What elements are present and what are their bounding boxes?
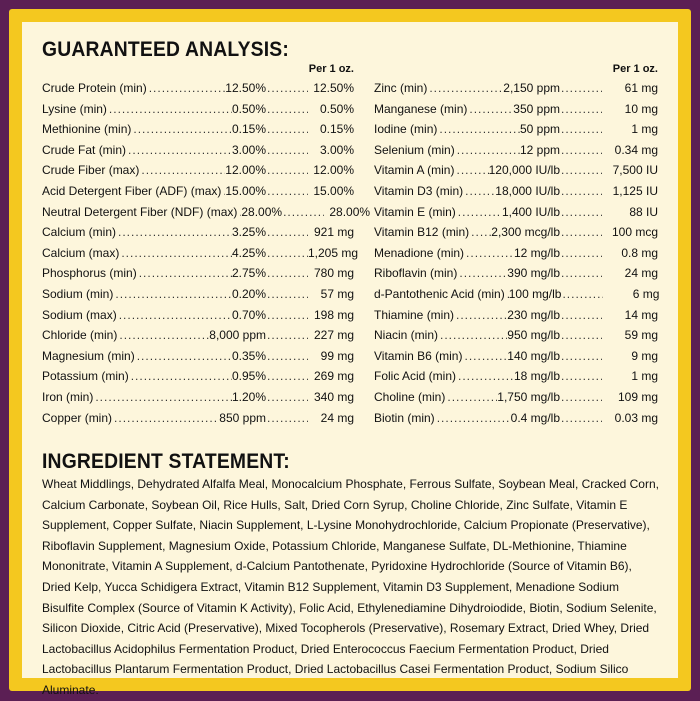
value-concentration: 0.70% bbox=[231, 307, 266, 322]
leader-dots bbox=[469, 222, 491, 243]
value-per-oz: 14 mg bbox=[624, 307, 658, 322]
nutrient-label: Selenium (min) bbox=[374, 142, 455, 157]
leader-dots bbox=[282, 202, 324, 223]
value-per-oz: 0.50% bbox=[319, 101, 354, 116]
leader-dots bbox=[560, 119, 602, 140]
nutrient-label: Phosphorus (min) bbox=[42, 266, 137, 281]
analysis-row bbox=[374, 366, 658, 387]
leader-dots bbox=[560, 408, 602, 429]
analysis-row bbox=[42, 305, 354, 326]
nutrient-label: Crude Protein (min) bbox=[42, 81, 147, 95]
nutrient-label: Vitamin E (min) bbox=[374, 204, 456, 219]
leader-dots bbox=[126, 140, 232, 161]
leader-dots bbox=[560, 263, 602, 284]
leader-dots bbox=[456, 366, 514, 387]
leader-dots bbox=[560, 160, 602, 181]
value-per-oz: 99 mg bbox=[320, 348, 354, 363]
leader-dots bbox=[435, 408, 511, 429]
leader-dots bbox=[266, 366, 308, 387]
leader-dots bbox=[438, 325, 507, 346]
leader-dots bbox=[437, 119, 520, 140]
nutrient-label: Sodium (min) bbox=[42, 286, 114, 301]
value-per-oz: 1,205 mg bbox=[308, 245, 359, 260]
value-per-oz: 0.15% bbox=[319, 122, 354, 137]
value-concentration: 950 mg/lb bbox=[507, 328, 560, 343]
value-concentration: 850 ppm bbox=[219, 410, 266, 425]
value-per-oz: 0.34 mg bbox=[614, 142, 658, 157]
leader-dots bbox=[266, 140, 308, 161]
leader-dots bbox=[454, 160, 488, 181]
value-per-oz: 59 mg bbox=[624, 328, 658, 343]
leader-dots bbox=[117, 305, 232, 326]
analysis-row bbox=[42, 387, 354, 408]
value-concentration: 12.00% bbox=[225, 163, 266, 178]
leader-dots bbox=[464, 243, 514, 264]
nutrient-label: Potassium (min) bbox=[42, 369, 129, 384]
nutrient-label: Folic Acid (min) bbox=[374, 369, 457, 384]
leader-dots bbox=[456, 202, 502, 223]
guaranteed-analysis-title: GUARANTEED ANALYSIS: bbox=[42, 38, 289, 61]
value-concentration: 0.95% bbox=[231, 369, 266, 384]
value-per-oz: 7,500 IU bbox=[612, 163, 658, 178]
leader-dots bbox=[266, 263, 308, 284]
value-per-oz: 6 mg bbox=[632, 286, 660, 301]
value-concentration: 100 mg/lb bbox=[508, 286, 562, 301]
value-per-oz: 100 mcg bbox=[611, 225, 658, 240]
value-concentration: 2.75% bbox=[231, 266, 266, 281]
nutrient-label: Iodine (min) bbox=[374, 122, 438, 137]
value-concentration: 0.4 mg/lb bbox=[510, 410, 560, 425]
analysis-row bbox=[374, 325, 658, 346]
nutrient-label: Sodium (max) bbox=[42, 307, 117, 322]
value-concentration: 15.00% bbox=[225, 183, 267, 198]
value-concentration: 18 mg/lb bbox=[513, 369, 560, 384]
value-per-oz: 61 mg bbox=[624, 81, 658, 95]
analysis-row bbox=[42, 99, 354, 120]
analysis-row bbox=[42, 325, 354, 346]
nutrient-label: Calcium (min) bbox=[42, 225, 117, 240]
analysis-row bbox=[374, 160, 658, 181]
value-concentration: 3.25% bbox=[231, 225, 266, 240]
value-concentration: 18,000 IU/lb bbox=[495, 183, 560, 198]
nutrient-label: Vitamin A (min) bbox=[374, 163, 455, 178]
leader-dots bbox=[266, 305, 308, 326]
leader-dots bbox=[266, 99, 308, 120]
leader-dots bbox=[131, 119, 232, 140]
analysis-row bbox=[374, 408, 658, 429]
ingredient-statement-title: INGREDIENT STATEMENT: bbox=[42, 450, 290, 473]
nutrient-label: Methionine (min) bbox=[42, 122, 132, 137]
nutrient-label: Niacin (min) bbox=[374, 328, 439, 343]
value-concentration: 1.20% bbox=[231, 389, 266, 404]
leader-dots bbox=[93, 387, 232, 408]
value-per-oz: 28.00% bbox=[329, 204, 371, 219]
analysis-row bbox=[374, 202, 658, 223]
nutrient-label: Lysine (min) bbox=[42, 101, 107, 116]
value-per-oz: 1 mg bbox=[631, 369, 658, 384]
leader-dots bbox=[560, 222, 602, 243]
value-per-oz: 1,125 IU bbox=[612, 183, 658, 198]
leader-dots bbox=[427, 78, 503, 99]
leader-dots bbox=[560, 202, 602, 223]
leader-dots bbox=[266, 325, 308, 346]
analysis-column-left bbox=[42, 60, 371, 428]
leader-dots bbox=[560, 305, 602, 326]
value-concentration: 0.35% bbox=[231, 348, 266, 363]
analysis-row bbox=[42, 119, 354, 140]
value-concentration: 230 mg/lb bbox=[507, 307, 560, 322]
value-per-oz: 198 mg bbox=[313, 307, 354, 322]
nutrient-label: d-Pantothenic Acid (min) bbox=[374, 286, 505, 301]
leader-dots bbox=[139, 160, 225, 181]
value-per-oz: 15.00% bbox=[313, 183, 355, 198]
leader-dots bbox=[560, 325, 602, 346]
analysis-row bbox=[42, 160, 354, 181]
value-concentration: 8,000 ppm bbox=[209, 328, 266, 343]
value-concentration: 4.25% bbox=[231, 245, 266, 260]
nutrient-label: Choline (min) bbox=[374, 389, 446, 404]
analysis-row bbox=[374, 305, 658, 326]
leader-dots bbox=[560, 99, 602, 120]
value-per-oz: 0.8 mg bbox=[621, 245, 658, 260]
leader-dots bbox=[462, 346, 507, 367]
nutrient-label: Vitamin D3 (min) bbox=[374, 183, 464, 198]
value-concentration: 0.20% bbox=[231, 286, 266, 301]
value-concentration: 0.15% bbox=[231, 122, 266, 137]
value-per-oz: 12.50% bbox=[313, 81, 354, 95]
value-per-oz: 0.03 mg bbox=[614, 410, 658, 425]
analysis-row bbox=[374, 263, 658, 284]
analysis-row bbox=[374, 346, 658, 367]
leader-dots bbox=[561, 284, 603, 305]
leader-dots bbox=[266, 78, 308, 99]
analysis-row bbox=[42, 243, 359, 264]
per-oz-header: Per 1 oz. bbox=[612, 63, 658, 75]
value-per-oz: 269 mg bbox=[313, 369, 354, 384]
nutrient-label: Neutral Detergent Fiber (NDF) (max) bbox=[42, 204, 238, 219]
value-concentration: 12.50% bbox=[225, 81, 266, 95]
leader-dots bbox=[266, 284, 308, 305]
analysis-row bbox=[42, 78, 354, 99]
analysis-row bbox=[374, 140, 658, 161]
leader-dots bbox=[266, 243, 308, 264]
value-concentration: 2,300 mcg/lb bbox=[491, 225, 560, 240]
analysis-row bbox=[374, 99, 658, 120]
leader-dots bbox=[560, 181, 602, 202]
leader-dots bbox=[463, 181, 495, 202]
ingredient-list: Wheat Middlings, Dehydrated Alfalfa Meal, Monocalcium Phosphate, Ferrous Sulfate, Soybean Meal, Cracked Corn, Calcium Carbonate, Soybean Oil, Rice Hulls, Salt, Dried Corn Syrup, Choline Chloride, Zinc Sulfate, Vitamin E Supplement, Copper Sulfate, Niacin Supplement, L-Lysine Monohydrochloride, Calcium Propionate (Preservative), Riboflavin Supplement, Magnesium Oxide, Potassium Chloride, Manganese Sulfate, DL-Methionine, Thiamine Mononitrate, Vitamin A Supplement, d-Calcium Pantothenate, Pyridoxine Hydrochloride (Source of Vitamin B6), Dried Kelp, Yucca Schidigera Extract, Vitamin B12 Supplement, Vitamin D3 Supplement, Menadione Sodium Bisulfite Complex (Source of Vitamin K Activity), Folic Acid, Ethylenediamine Dihydroiodide, Biotin, Sodium Selenite, Silicon Dioxide, Citric Acid (Preservative), Mixed Tocopherols (Preservative), Rosemary Extract, Dried Whey, Dried Lactobacillus Acidophilus Fermentation Product, Dried Enterococcus Faecium Fermentation Product, Dried Lactobacillus Plantarum Fermentation Product, Dried Lactobacillus Casei Fermentation Product, Sodium Silico Aluminate. bbox=[42, 477, 659, 697]
analysis-row bbox=[42, 181, 354, 202]
per-oz-header: Per 1 oz. bbox=[308, 63, 354, 75]
leader-dots bbox=[454, 305, 507, 326]
analysis-row bbox=[42, 284, 354, 305]
value-concentration: 1,400 IU/lb bbox=[501, 204, 560, 219]
analysis-column-right bbox=[374, 60, 658, 428]
analysis-row bbox=[374, 119, 658, 140]
value-concentration: 0.50% bbox=[231, 101, 266, 116]
value-concentration: 390 mg/lb bbox=[507, 266, 560, 281]
value-per-oz: 1 mg bbox=[631, 122, 658, 137]
analysis-row bbox=[374, 284, 658, 305]
analysis-row bbox=[42, 222, 354, 243]
value-concentration: 1,750 mg/lb bbox=[497, 389, 560, 404]
leader-dots bbox=[455, 140, 520, 161]
analysis-row bbox=[374, 222, 658, 243]
value-per-oz: 921 mg bbox=[313, 225, 354, 240]
leader-dots bbox=[266, 408, 308, 429]
nutrient-label: Menadione (min) bbox=[374, 245, 465, 260]
nutrient-label: Crude Fat (min) bbox=[42, 142, 127, 157]
leader-dots bbox=[560, 78, 602, 99]
nutrient-label: Riboflavin (min) bbox=[374, 266, 458, 281]
nutrient-label: Magnesium (min) bbox=[42, 348, 135, 363]
value-per-oz: 88 IU bbox=[629, 204, 658, 219]
value-concentration: 350 ppm bbox=[513, 101, 560, 116]
value-concentration: 2,150 ppm bbox=[503, 81, 560, 95]
analysis-row bbox=[374, 387, 658, 408]
leader-dots bbox=[467, 99, 513, 120]
nutrient-label: Manganese (min) bbox=[374, 101, 468, 116]
nutrient-label: Iron (min) bbox=[42, 389, 94, 404]
nutrient-label: Calcium (max) bbox=[42, 245, 120, 260]
value-per-oz: 9 mg bbox=[631, 348, 658, 363]
leader-dots bbox=[560, 366, 602, 387]
leader-dots bbox=[266, 222, 308, 243]
analysis-row bbox=[42, 140, 354, 161]
leader-dots bbox=[129, 366, 232, 387]
leader-dots bbox=[266, 160, 308, 181]
nutrient-label: Vitamin B12 (min) bbox=[374, 225, 470, 240]
value-concentration: 12 ppm bbox=[519, 142, 560, 157]
leader-dots bbox=[457, 263, 507, 284]
leader-dots bbox=[560, 387, 602, 408]
value-concentration: 3.00% bbox=[231, 142, 266, 157]
value-concentration: 50 ppm bbox=[519, 122, 560, 137]
nutrient-label: Chloride (min) bbox=[42, 328, 118, 343]
leader-dots bbox=[113, 284, 232, 305]
analysis-row bbox=[374, 78, 658, 99]
analysis-row bbox=[42, 408, 354, 429]
leader-dots bbox=[266, 181, 308, 202]
nutrient-label: Copper (min) bbox=[42, 410, 113, 425]
leader-dots bbox=[266, 346, 308, 367]
leader-dots bbox=[107, 99, 232, 120]
value-concentration: 28.00% bbox=[241, 204, 283, 219]
leader-dots bbox=[117, 325, 209, 346]
value-per-oz: 10 mg bbox=[624, 101, 658, 116]
nutrient-label: Crude Fiber (max) bbox=[42, 163, 140, 178]
leader-dots bbox=[560, 243, 602, 264]
value-per-oz: 109 mg bbox=[617, 389, 658, 404]
nutrient-label: Thiamine (min) bbox=[374, 307, 455, 322]
value-concentration: 140 mg/lb bbox=[507, 348, 560, 363]
analysis-row bbox=[42, 366, 354, 387]
value-per-oz: 227 mg bbox=[313, 328, 354, 343]
value-per-oz: 57 mg bbox=[320, 286, 354, 301]
leader-dots bbox=[266, 119, 308, 140]
leader-dots bbox=[147, 78, 226, 99]
leader-dots bbox=[137, 263, 232, 284]
value-per-oz: 24 mg bbox=[320, 410, 354, 425]
analysis-row bbox=[374, 181, 658, 202]
value-per-oz: 24 mg bbox=[624, 266, 658, 281]
value-per-oz: 12.00% bbox=[313, 163, 354, 178]
nutrient-label: Acid Detergent Fiber (ADF) (max) bbox=[42, 183, 222, 198]
nutrient-label: Biotin (min) bbox=[374, 410, 435, 425]
leader-dots bbox=[119, 243, 232, 264]
leader-dots bbox=[135, 346, 232, 367]
leader-dots bbox=[445, 387, 497, 408]
analysis-row bbox=[374, 243, 658, 264]
value-concentration: 120,000 IU/lb bbox=[488, 163, 560, 178]
analysis-row bbox=[42, 263, 354, 284]
leader-dots bbox=[560, 140, 602, 161]
value-per-oz: 780 mg bbox=[313, 266, 354, 281]
value-per-oz: 340 mg bbox=[313, 389, 354, 404]
value-concentration: 12 mg/lb bbox=[513, 245, 560, 260]
analysis-row bbox=[42, 202, 371, 223]
nutrient-label: Vitamin B6 (min) bbox=[374, 348, 463, 363]
nutrient-label: Zinc (min) bbox=[374, 81, 428, 95]
leader-dots bbox=[266, 387, 308, 408]
value-per-oz: 3.00% bbox=[319, 142, 354, 157]
leader-dots bbox=[560, 346, 602, 367]
leader-dots bbox=[116, 222, 232, 243]
analysis-row bbox=[42, 346, 354, 367]
leader-dots bbox=[112, 408, 219, 429]
